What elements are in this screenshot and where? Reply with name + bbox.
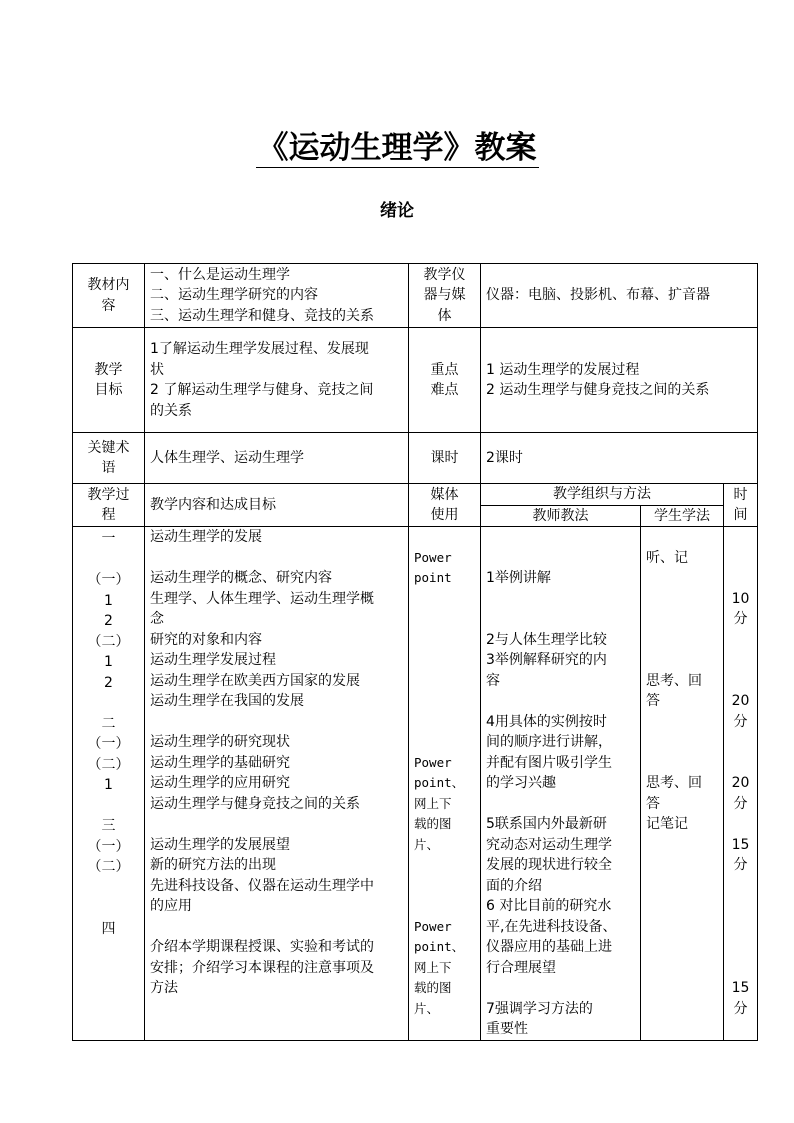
media-instrument-value: 仪器：电脑、投影机、布幕、扩音器 (481, 264, 758, 328)
student-method-line (646, 527, 718, 548)
process-content-line: 运动生理学发展过程 (150, 652, 276, 668)
process-media-line: 载的图 (414, 980, 452, 995)
process-media-line: point、 (414, 939, 465, 954)
process-media-line (414, 855, 475, 876)
process-number-line: （一） (87, 572, 130, 588)
teacher-method-line (486, 609, 635, 630)
process-number-line (78, 550, 139, 571)
process-media-line: point (414, 570, 452, 585)
objective-content: 1了解运动生理学发展过程、发展现 状 2 了解运动生理学与健身、竞技之间 的关系 (145, 328, 409, 433)
process-media-line: 片、 (414, 1000, 440, 1016)
process-content-line: 念 (150, 611, 164, 627)
time-line (729, 650, 752, 671)
process-media-line (414, 527, 475, 548)
teacher-method-line (486, 527, 635, 548)
student-method-line (646, 753, 718, 774)
process-content-line: 运动生理学在我国的发展 (150, 693, 304, 709)
process-media-line (414, 691, 475, 712)
time-line: 分 (733, 1000, 748, 1017)
teacher-method-line: 4用具体的实例按时 (486, 713, 607, 730)
process-number-line (78, 796, 139, 817)
process-media-line (414, 609, 475, 630)
process-media-line: Power (414, 549, 452, 565)
process-media-line (414, 712, 475, 733)
time-line: 20 (731, 775, 750, 791)
process-content-line: 介绍本学期课程授课、实验和考试的 (150, 939, 374, 955)
teacher-method-line (486, 548, 635, 569)
process-media-line (414, 896, 475, 917)
time-line (729, 937, 752, 958)
material-label: 教材内 容 (73, 264, 145, 328)
process-number-line: 一 (101, 531, 116, 547)
keyword-row (73, 433, 758, 484)
process-number-line (78, 898, 139, 919)
process-content-line: 运动生理学在欧美西方国家的发展 (150, 672, 360, 689)
teacher-method-line (486, 691, 635, 712)
process-content-line: 生理学、人体生理学、运动生理学概 (150, 590, 374, 607)
time-line: 10 (731, 590, 750, 607)
student-method-line: 记笔记 (646, 816, 688, 832)
media-header: 媒体 使用 (409, 484, 481, 527)
process-number-line: 二 (101, 715, 116, 732)
process-number-line: （一） (87, 736, 130, 752)
time-line (729, 630, 752, 651)
process-content-line: 运动生理学与健身竞技之间的关系 (150, 795, 360, 812)
process-teacher-cell (481, 527, 641, 1041)
teacher-method-line: 1举例讲解 (486, 570, 551, 586)
student-method-line (646, 568, 718, 589)
teacher-method-line: 7强调学习方法的 (486, 1000, 593, 1017)
process-content-line (150, 917, 403, 938)
process-number-line: （二） (87, 756, 130, 773)
key-points-label: 重点 难点 (409, 328, 481, 433)
time-header: 时 间 (724, 484, 758, 527)
teacher-method-line: 行合理展望 (486, 959, 556, 976)
process-media-line: 载的图 (414, 816, 452, 831)
time-line (729, 732, 752, 753)
process-number-line: 2 (104, 674, 113, 691)
time-line: 分 (733, 857, 748, 873)
process-media-line: Power (414, 754, 452, 770)
process-content-line: 运动生理学的基础研究 (150, 754, 290, 771)
process-number-line (78, 960, 139, 981)
process-content-line: 安排；介绍学习本课程的注意事项及 (150, 959, 374, 976)
teacher-method-line: 并配有图片吸引学生 (486, 754, 612, 771)
process-media-line: point、 (414, 775, 465, 790)
process-media-line (414, 650, 475, 671)
process-media-line (414, 671, 475, 692)
keyword-label: 关键术 语 (73, 433, 145, 484)
teacher-method-line: 面的介绍 (486, 877, 542, 894)
process-number-line: 2 (104, 613, 113, 629)
process-number-line: （一） (87, 838, 130, 855)
document-title: 《运动生理学》教案 (257, 130, 537, 166)
time-line (729, 896, 752, 917)
time-line: 分 (733, 611, 748, 627)
process-number-line: 1 (104, 777, 113, 793)
process-student-cell (641, 527, 724, 1041)
time-line: 20 (731, 693, 750, 709)
process-content-line: 运动生理学的概念、研究内容 (150, 570, 332, 586)
process-content-line: 的应用 (150, 898, 192, 914)
time-line (729, 917, 752, 938)
teacher-method-line: 的学习兴趣 (486, 775, 556, 791)
student-method-line (646, 712, 718, 733)
teacher-method-header: 教师教法 (481, 505, 641, 527)
process-content-line: 运动生理学的发展展望 (150, 836, 290, 853)
student-method-line (646, 630, 718, 651)
time-line: 15 (731, 980, 750, 996)
teacher-method-line: 6 对比目前的研究水 (486, 898, 612, 914)
teacher-method-line: 2与人体生理学比较 (486, 631, 607, 648)
class-hours-label: 课时 (409, 433, 481, 484)
student-method-line: 思考、回 (646, 775, 702, 791)
time-line (729, 814, 752, 835)
process-number-line: 1 (104, 592, 113, 609)
student-method-line: 答 (646, 795, 660, 812)
process-content-line: 研究的对象和内容 (150, 631, 262, 648)
teacher-method-line: 发展的现状进行较全 (486, 857, 612, 873)
teacher-method-line: 重要性 (486, 1021, 528, 1037)
process-media-line: Power (414, 918, 452, 934)
process-content-line: 运动生理学的发展 (150, 529, 262, 545)
student-method-header: 学生学法 (641, 505, 724, 527)
process-content-line: 方法 (150, 980, 178, 996)
process-content-line: 新的研究方法的出现 (150, 857, 276, 873)
process-number-line: 1 (104, 654, 113, 670)
time-line: 分 (733, 713, 748, 730)
teacher-method-line: 3举例解释研究的内 (486, 652, 607, 668)
student-method-line (646, 589, 718, 610)
student-method-line: 答 (646, 693, 660, 709)
time-line (729, 671, 752, 692)
material-content: 一、什么是运动生理学 二、运动生理学研究的内容 三、运动生理学和健身、竞技的关系 (145, 264, 409, 328)
teacher-method-line: 究动态对运动生理学 (486, 836, 612, 853)
lesson-plan-table (72, 263, 758, 1041)
document-subtitle: 绪论 (380, 201, 414, 221)
student-method-line (646, 650, 718, 671)
time-line (729, 527, 752, 548)
process-media-cell (409, 527, 481, 1041)
teacher-method-line (486, 589, 635, 610)
process-number-line (78, 939, 139, 960)
time-line (729, 958, 752, 979)
class-hours-value: 2课时 (481, 433, 758, 484)
process-content-line: 运动生理学的应用研究 (150, 775, 290, 791)
process-time-cell (724, 527, 758, 1041)
student-method-line: 思考、回 (646, 672, 702, 689)
process-number-line: 四 (101, 920, 116, 937)
process-numbering-cell (73, 527, 145, 1041)
teacher-method-line: 仪器应用的基础上进 (486, 939, 612, 955)
process-content-cell (145, 527, 409, 1041)
student-method-line (646, 609, 718, 630)
process-media-line (414, 589, 475, 610)
process-media-line (414, 876, 475, 897)
student-method-line (646, 732, 718, 753)
media-instrument-label: 教学仪 器与媒 体 (409, 264, 481, 328)
process-number-line: （二） (87, 859, 130, 875)
key-points-value: 1 运动生理学的发展过程 2 运动生理学与健身竞技之间的关系 (481, 328, 758, 433)
process-media-line: 网上下 (414, 959, 452, 975)
teacher-method-line: 5联系国内外最新研 (486, 816, 607, 832)
process-content-line (150, 814, 403, 835)
time-line: 15 (731, 836, 750, 853)
time-line (729, 568, 752, 589)
process-number-line: 三 (101, 818, 116, 834)
process-media-line: 片、 (414, 836, 440, 852)
process-number-line: （二） (87, 633, 130, 650)
time-line: 分 (733, 795, 748, 812)
process-content-line: 先进科技设备、仪器在运动生理学中 (150, 877, 374, 894)
process-media-line: 网上下 (414, 795, 452, 811)
content-header: 教学内容和达成目标 (145, 484, 409, 527)
process-content-line (150, 712, 403, 733)
process-number-line (78, 693, 139, 714)
teacher-method-line: 容 (486, 672, 500, 689)
process-header: 教学过 程 (73, 484, 145, 527)
objective-label: 教学 目标 (73, 328, 145, 433)
teacher-method-line: 间的顺序进行讲解， (486, 734, 612, 750)
teacher-method-line: 平,在先进科技设备、 (486, 918, 617, 935)
process-body-row (73, 527, 758, 1041)
process-media-line (414, 630, 475, 651)
time-line (729, 548, 752, 569)
material-row (73, 264, 758, 328)
objective-row (73, 328, 758, 433)
keyword-content: 人体生理学、运动生理学 (145, 433, 409, 484)
time-line (729, 876, 752, 897)
process-media-line (414, 732, 475, 753)
student-method-line: 听、记 (646, 549, 688, 566)
time-line (729, 753, 752, 774)
process-content-line (150, 548, 403, 569)
method-header: 教学组织与方法 (481, 484, 724, 506)
teacher-method-line (486, 978, 635, 999)
teacher-method-line (486, 794, 635, 815)
process-header-row (73, 484, 758, 506)
process-content-line: 运动生理学的研究现状 (150, 734, 290, 750)
process-number-line (78, 878, 139, 899)
